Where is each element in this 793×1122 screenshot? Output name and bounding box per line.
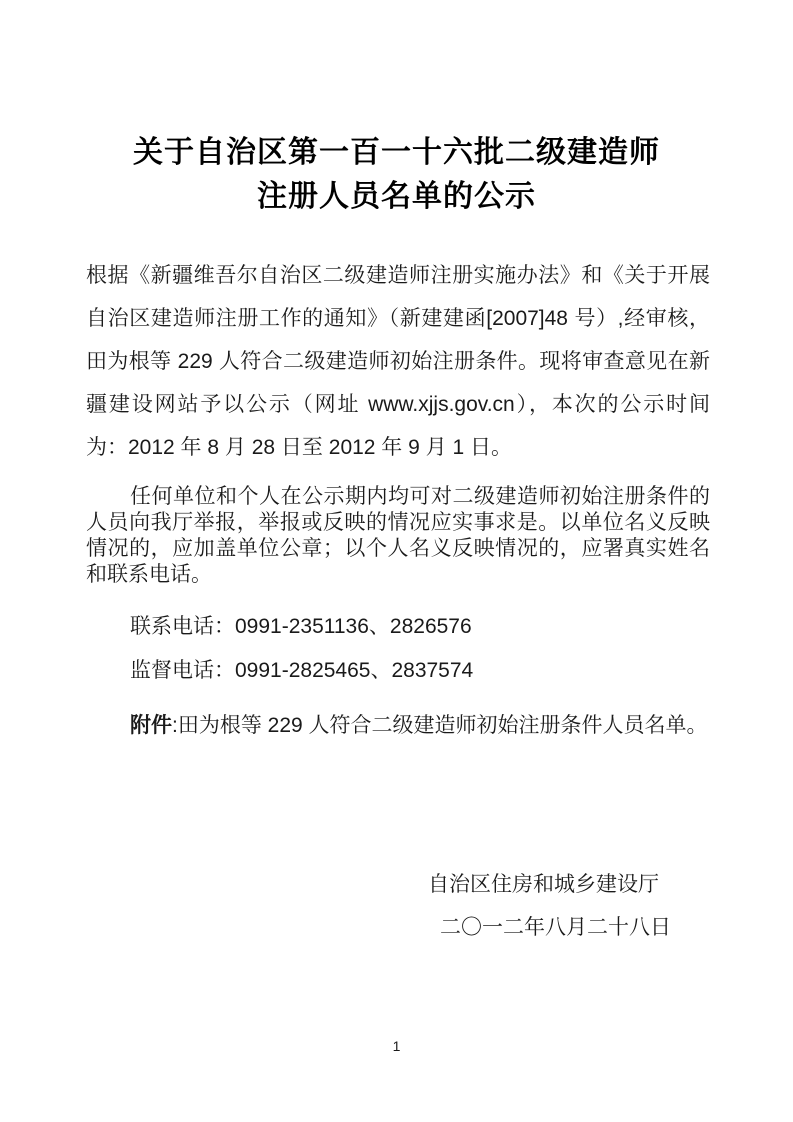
paragraph-line: 田为根等 229 人符合二级建造师初始注册条件。现将审查意见在新 — [86, 350, 710, 373]
paragraph-line: 人员向我厅举报，举报或反映的情况应实事求是。以单位名义反映 — [86, 511, 710, 534]
attachment-text: :田为根等 229 人符合二级建造师初始注册条件人员名单。 — [172, 714, 708, 737]
paragraph-line: 疆建设网站予以公示（网址 www.xjjs.gov.cn），本次的公示时间 — [86, 393, 710, 416]
paragraph-legal-basis — [86, 254, 710, 469]
signature-date: 二〇一二年八月二十八日 — [440, 916, 671, 939]
paragraph-line: 情况的，应加盖单位公章；以个人名义反映情况的，应署真实姓名 — [86, 537, 710, 560]
attachment-line — [130, 713, 708, 739]
attachment-label: 附件 — [130, 714, 172, 737]
signature-organization: 自治区住房和城乡建设厅 — [428, 873, 659, 896]
title-line-2: 注册人员名单的公示 — [257, 180, 536, 213]
paragraph-line: 和联系电话。 — [86, 563, 212, 586]
supervision-phone-line: 监督电话：0991-2825465、2837574 — [130, 659, 474, 682]
document-title — [0, 131, 793, 219]
paragraph-reporting-rules — [86, 484, 710, 588]
title-line-1: 关于自治区第一百一十六批二级建造师 — [133, 136, 660, 169]
paragraph-line: 为：2012 年 8 月 28 日至 2012 年 9 月 1 日。 — [86, 436, 513, 459]
contact-phone-line: 联系电话：0991-2351136、2826576 — [130, 615, 472, 638]
paragraph-line: 任何单位和个人在公示期内均可对二级建造师初始注册条件的 — [130, 485, 710, 508]
paragraph-line: 自治区建造师注册工作的通知》（新建建函[2007]48 号）,经审核， — [86, 307, 710, 330]
paragraph-line: 根据《新疆维吾尔自治区二级建造师注册实施办法》和《关于开展 — [86, 264, 710, 287]
page-number: 1 — [392, 1038, 401, 1054]
